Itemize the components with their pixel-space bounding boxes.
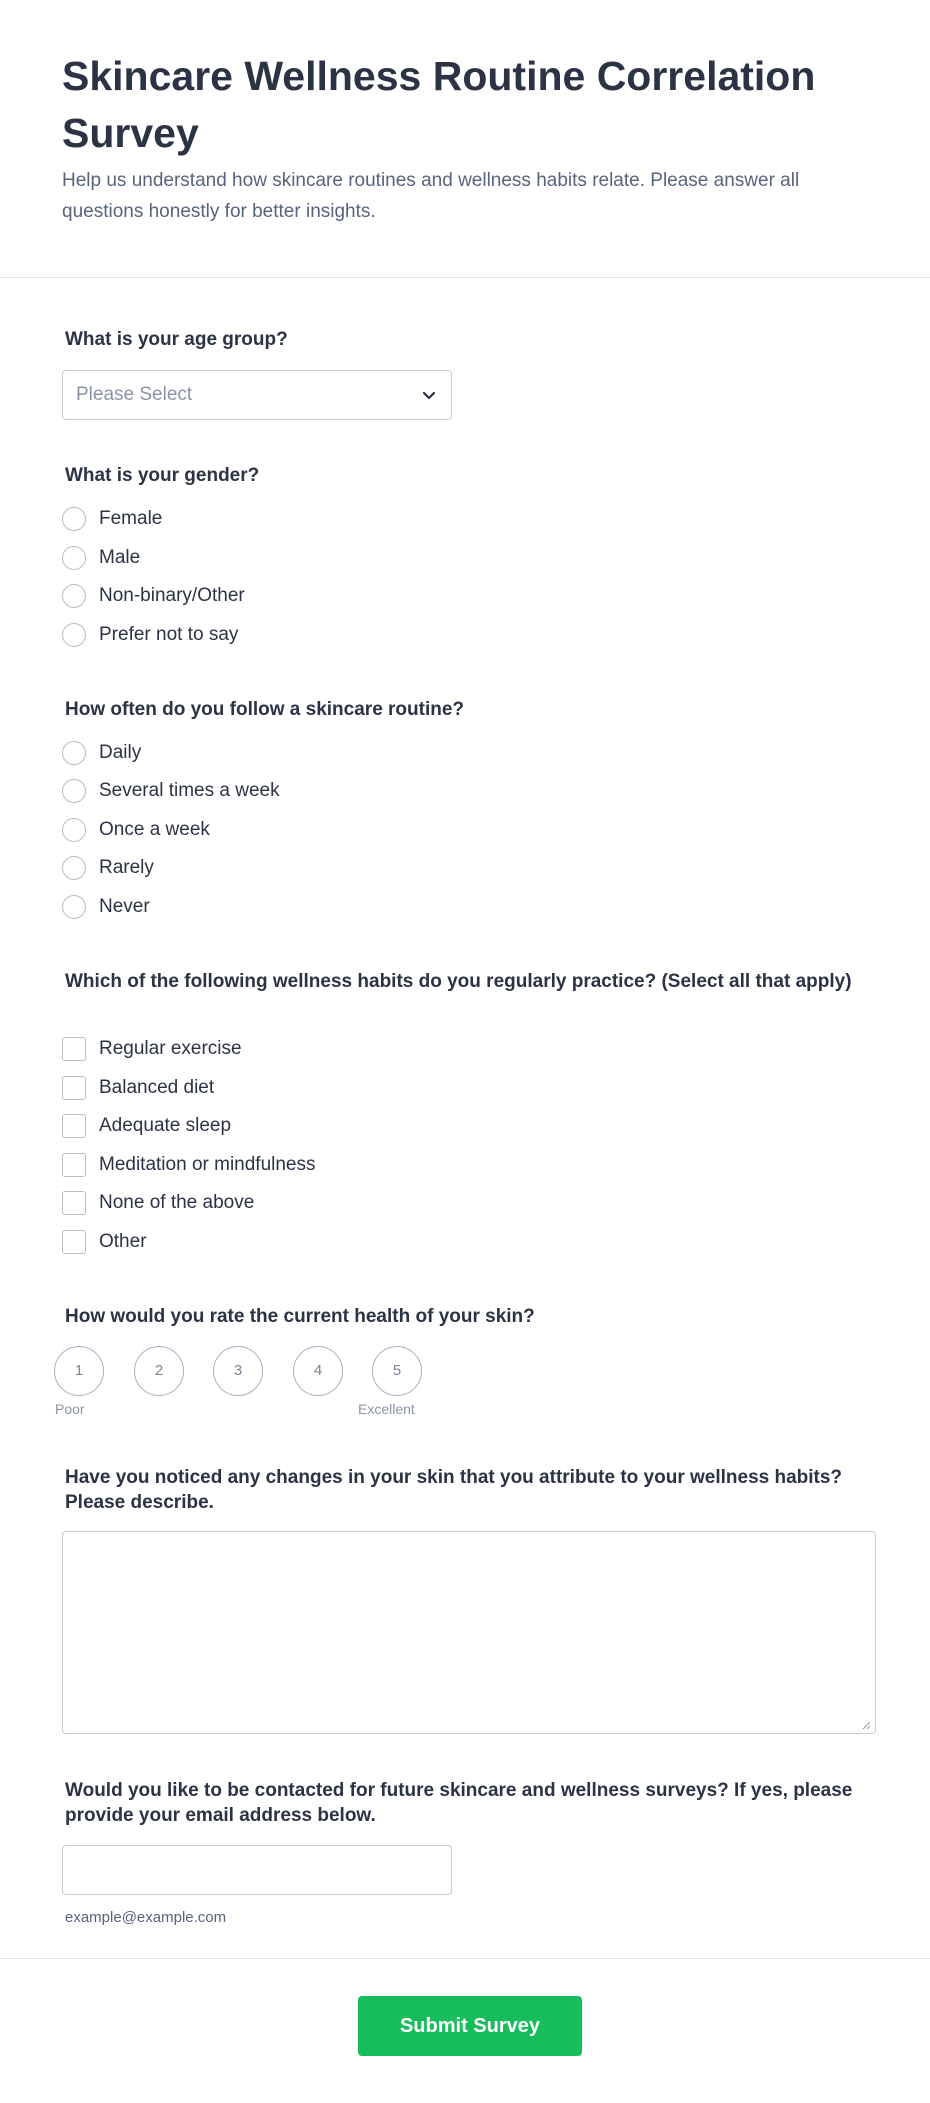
option-label: Female: [99, 508, 163, 529]
contact-question-label: Would you like to be contacted for future skincare and wellness surveys? If yes, please provide your email address below.: [65, 1780, 853, 1826]
habit-option-meditation[interactable]: [62, 1152, 662, 1178]
routine-option-daily[interactable]: [62, 740, 662, 766]
page-title: Skincare Wellness Routine Correlation Survey: [62, 53, 816, 156]
option-label: Non-binary/Other: [99, 585, 245, 606]
age-group-select[interactable]: [62, 370, 452, 420]
chevron-down-icon: [419, 385, 439, 405]
option-label: Several times a week: [99, 780, 280, 801]
rating-option-5[interactable]: 5: [372, 1346, 422, 1396]
rating-option-4[interactable]: 4: [293, 1346, 343, 1396]
gender-option-nonbinary[interactable]: [62, 583, 662, 609]
page-subtitle: Help us understand how skincare routines and wellness habits relate. Please answer all questions honestly for better insights.: [62, 170, 800, 222]
rating-high-label: Excellent: [358, 1401, 415, 1417]
radio-button[interactable]: [62, 546, 86, 570]
radio-button[interactable]: [62, 623, 86, 647]
option-label: Male: [99, 547, 141, 568]
rating-option-1[interactable]: 1: [54, 1346, 104, 1396]
habit-option-exercise[interactable]: [62, 1036, 662, 1062]
gender-option-female[interactable]: [62, 506, 662, 532]
changes-question-label: Have you noticed any changes in your skin that you attribute to your wellness habits? Please describe.: [65, 1467, 843, 1513]
radio-button[interactable]: [62, 507, 86, 531]
email-field[interactable]: [62, 1845, 452, 1895]
divider: [0, 1958, 930, 1959]
option-label: Other: [99, 1231, 147, 1252]
rating-option-3[interactable]: 3: [213, 1346, 263, 1396]
resize-handle-icon[interactable]: [861, 1720, 871, 1730]
radio-button[interactable]: [62, 818, 86, 842]
radio-button[interactable]: [62, 856, 86, 880]
checkbox[interactable]: [62, 1114, 86, 1138]
checkbox[interactable]: [62, 1153, 86, 1177]
option-label: Prefer not to say: [99, 624, 239, 645]
gender-question-label: What is your gender?: [65, 465, 260, 486]
radio-button[interactable]: [62, 741, 86, 765]
checkbox[interactable]: [62, 1037, 86, 1061]
age-select-placeholder: Please Select: [76, 384, 193, 405]
option-label: Adequate sleep: [99, 1115, 232, 1136]
habits-question-label: Which of the following wellness habits do you regularly practice? (Select all that apply): [65, 971, 852, 992]
option-label: Once a week: [99, 819, 210, 840]
form-header: [0, 0, 930, 278]
checkbox[interactable]: [62, 1230, 86, 1254]
skin-rating-question-label: How would you rate the current health of your skin?: [65, 1306, 535, 1327]
routine-option-weekly[interactable]: [62, 817, 662, 843]
option-label: Meditation or mindfulness: [99, 1154, 316, 1175]
routine-option-never[interactable]: [62, 894, 662, 920]
gender-option-male[interactable]: [62, 545, 662, 571]
habit-option-none[interactable]: [62, 1190, 662, 1216]
checkbox[interactable]: [62, 1191, 86, 1215]
email-hint: example@example.com: [65, 1909, 227, 1926]
habit-option-sleep[interactable]: [62, 1113, 662, 1139]
radio-button[interactable]: [62, 895, 86, 919]
habit-option-other[interactable]: [62, 1229, 662, 1255]
rating-option-2[interactable]: 2: [134, 1346, 184, 1396]
option-label: Never: [99, 896, 150, 917]
option-label: Balanced diet: [99, 1077, 215, 1098]
option-label: Daily: [99, 742, 142, 763]
changes-textarea[interactable]: [62, 1531, 876, 1734]
submit-button[interactable]: Submit Survey: [358, 1996, 582, 2056]
routine-option-rarely[interactable]: [62, 855, 662, 881]
radio-button[interactable]: [62, 584, 86, 608]
gender-option-prefer-not[interactable]: [62, 622, 662, 648]
age-question-label: What is your age group?: [65, 329, 288, 350]
routine-question-label: How often do you follow a skincare routine?: [65, 699, 465, 720]
rating-low-label: Poor: [55, 1401, 85, 1417]
radio-button[interactable]: [62, 779, 86, 803]
option-label: Rarely: [99, 857, 154, 878]
option-label: Regular exercise: [99, 1038, 242, 1059]
option-label: None of the above: [99, 1192, 255, 1213]
checkbox[interactable]: [62, 1076, 86, 1100]
routine-option-several[interactable]: [62, 778, 662, 804]
habit-option-diet[interactable]: [62, 1075, 662, 1101]
